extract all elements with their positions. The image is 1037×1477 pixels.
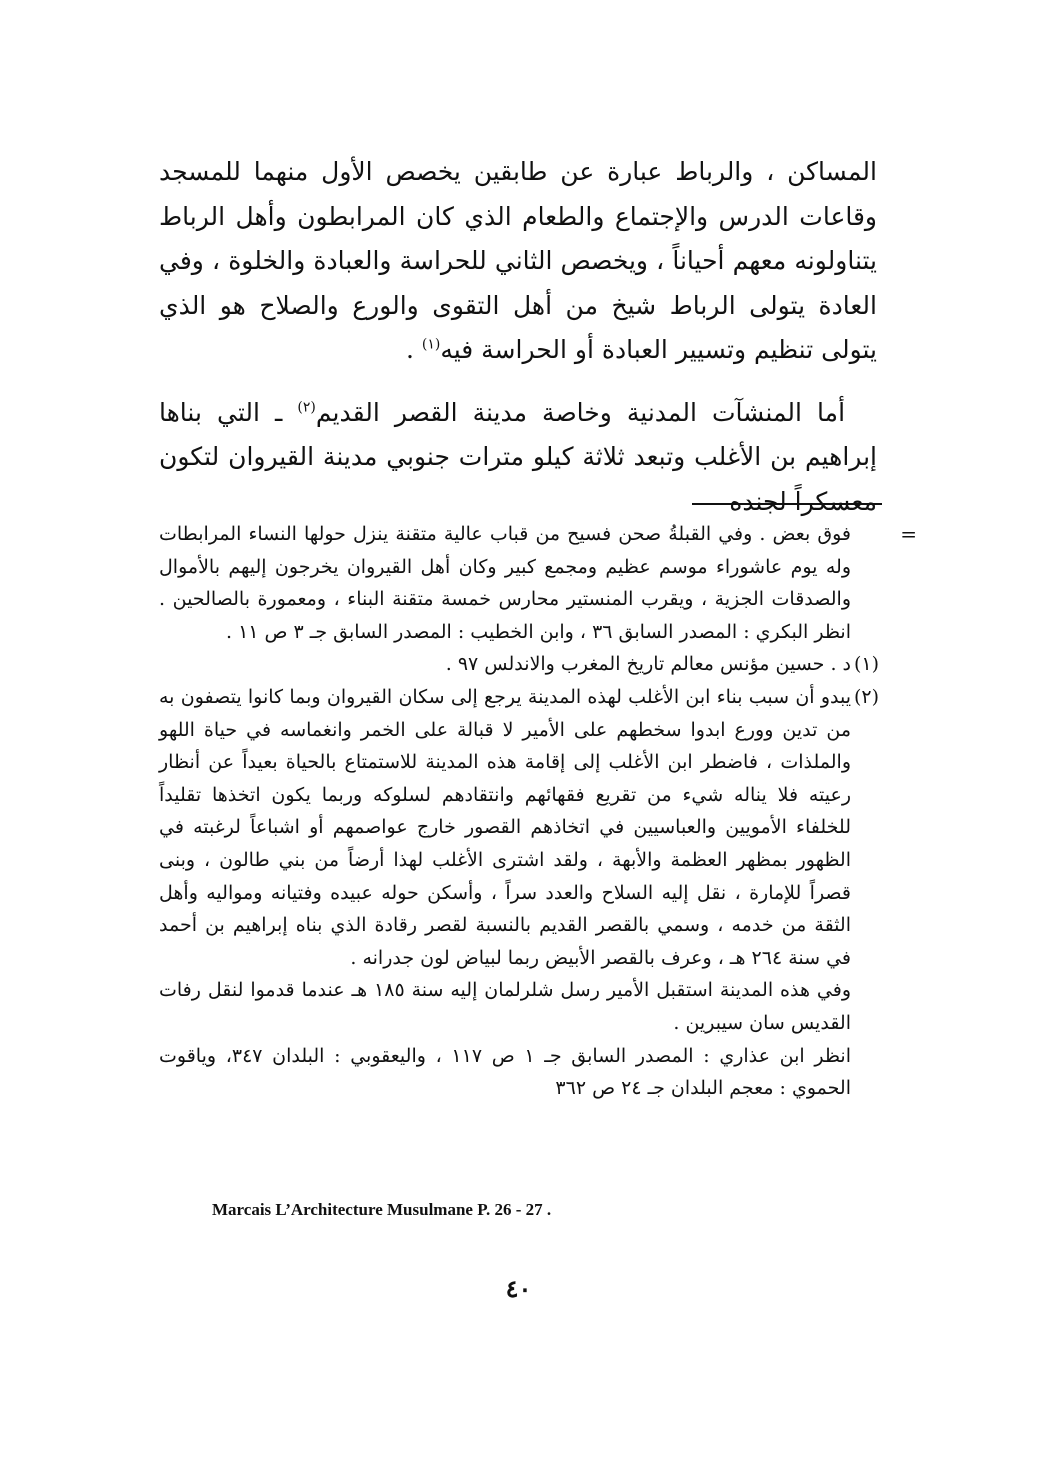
footnote-2 — [159, 681, 879, 974]
paragraph-2-rest: ـ التي بناها إبراهيم بن الأغلب وتبعد ثلاثة كيلو مترات جنوبي مدينة القيروان لتكون معسكراً لجنده — [159, 397, 877, 516]
footnote-1-text: د . حسين مؤنس معالم تاريخ المغرب والاندلس ٩٧ . — [445, 653, 851, 676]
paragraph-1-text: المساكن ، والرباط عبارة عن طابقين يخصص الأول منهما للمسجد وقاعات الدرس والإجتماع والطعام الذي كان المرابطون وأهل الرباط يتناولونه معهم أحياناً ، ويخصص الثاني للحراسة والعبادة والخلوة ، وفي العادة يتولى الرباط شيخ من أهل التقوى والورع والصلاح هو الذي يتولى تنظيم وتسيير العبادة أو الحراسة فيه — [159, 157, 877, 364]
paragraph-2-start: أما المنشآت المدنية وخاصة مدينة القصر القديم — [315, 397, 846, 427]
latin-reference: Marcais L’Architecture Musulmane P. 26 - 27 . — [212, 1200, 552, 1219]
footnote-2-paragraph-3: انظر ابن عذاري : المصدر السابق جـ ١ ص ١١٧ ، واليعقوبي : البلدان ٣٤٧، وياقوت الحموي : معجم البلدان جـ ٢٤ ص ٣٦٢ — [159, 1044, 851, 1100]
footnote-2-paragraph-2: وفي هذه المدينة استقبل الأمير رسل شلرلمان إليه سنة ١٨٥ هـ عندما قدموا لنقل رفات القديس سان سيبرين . — [159, 979, 851, 1034]
footnote-ref-2: (٢) — [297, 399, 316, 416]
footnote-continuation — [159, 518, 917, 648]
footnote-2-number: (٢) — [853, 685, 879, 708]
footnote-1 — [159, 648, 879, 681]
main-text — [159, 150, 877, 524]
footnote-1-number: (١) — [853, 653, 879, 676]
paragraph-1 — [159, 150, 877, 373]
continuation-mark: = — [900, 522, 917, 546]
footnotes — [159, 518, 917, 1105]
footnote-continuation-text: فوق بعض . وفي القبلةُ صحن فسيح من قباب عالية متقنة ينزل حولها النساء المرابطات وله يوم عاشوراء موسم عظيم ومجمع كبير وكان أهل القيروان يخرجون إليهم بالأموال والصدقات الجزية ، ويقرب المنستير محارس خمسة متقنة البناء ، ومعمورة بالصالحين . انظر البكري : المصدر السابق ٣٦ ، وابن الخطيب : المصدر السابق جـ ٣ ص ١١ . — [159, 523, 851, 643]
page-number: ٤٠ — [505, 1274, 532, 1303]
footnote-separator — [692, 503, 882, 505]
footnote-2-text: يبدو أن سبب بناء ابن الأغلب لهذه المدينة يرجع إلى سكان القيروان وبما كانوا يتصفون به من تدين وورع ابدوا سخطهم على الأمير لا قبالة على الخمر وانغماسه في حياة اللهو والملذات ، فاضطر ابن الأغلب إلى إقامة هذه المدينة للاستمتاع بالحياة بعيداً عن أنظار رعيته فلا يناله شيء من تقريع فقهائهم وانتقادهم لسلوكه وربما يكون اتخذها تقليداً للخلفاء الأمويين والعباسيين في اتخاذهم القصور خارج عواصمهم أو اشباعاً لرغبته في الظهور بمظهر العظمة والأبهة ، ولقد اشترى الأغلب لهذا أرضاً من بني طالون ، وبنى قصراً للإمارة ، نقل إليه السلاح والعدد سراً ، وأسكن حوله عبيده وفتيانه ومواليه وأهل الثقة من خدمه ، وسمي بالقصر القديم بالنسبة لقصر رقادة الذي بناه إبراهيم بن أحمد في سنة ٢٦٤ هـ ، وعرف بالقصر الأبيض ربما لبياض لون جدرانه . — [159, 685, 851, 969]
paragraph-1-end: . — [405, 335, 422, 364]
footnote-ref-1: (١) — [421, 336, 441, 353]
